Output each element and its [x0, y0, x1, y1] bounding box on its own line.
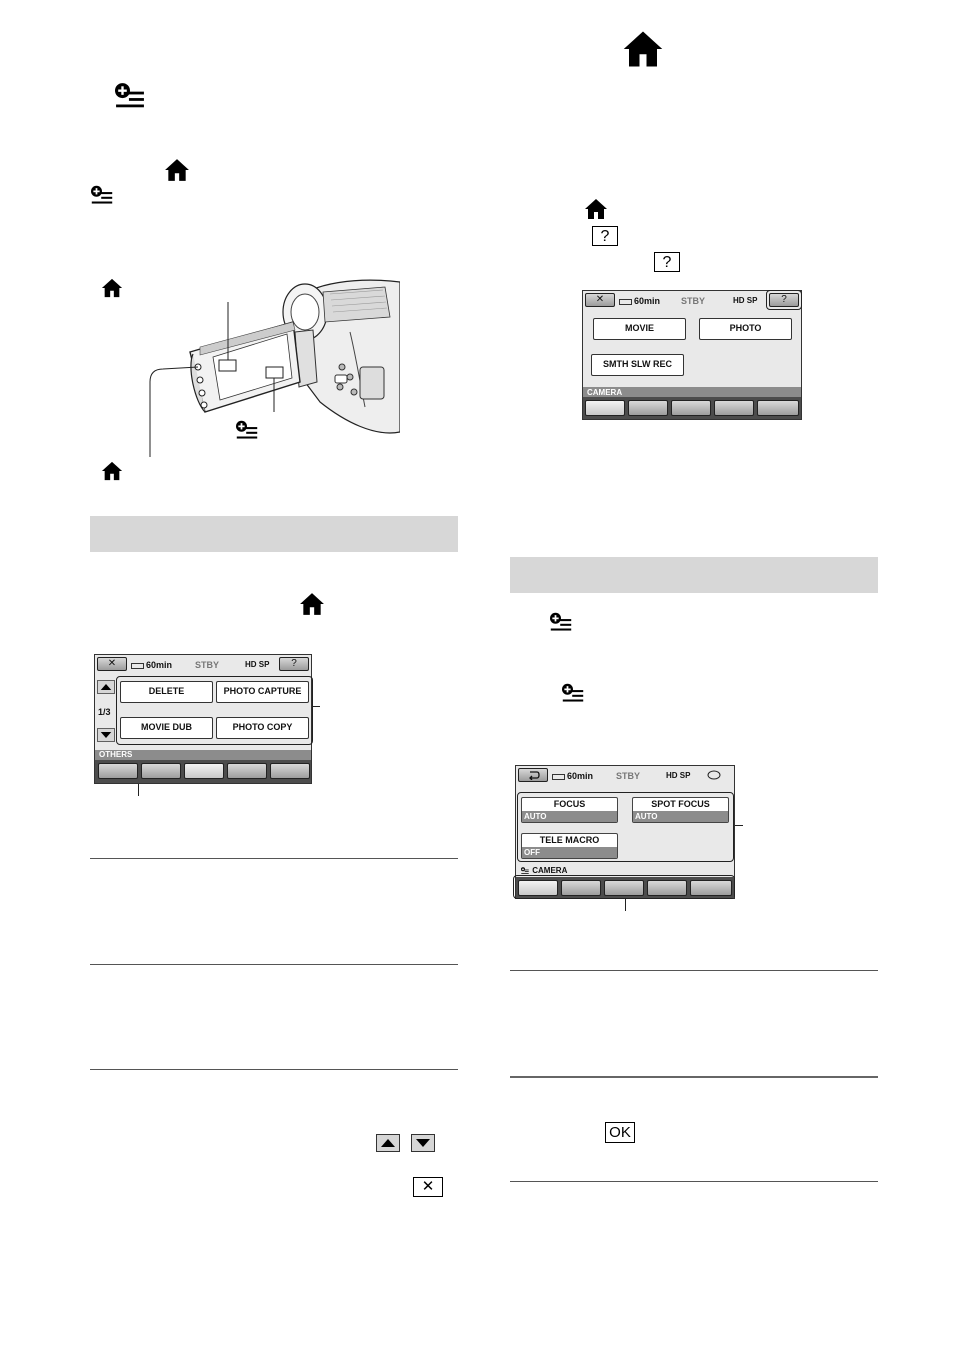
home-menu-screen-camera	[582, 290, 802, 420]
home-icon	[164, 157, 190, 183]
tab-option-2[interactable]	[561, 880, 601, 896]
tab-option-5[interactable]	[690, 880, 732, 896]
divider	[510, 970, 878, 971]
movie-button[interactable]: MOVIE	[593, 318, 686, 340]
category-tabs	[95, 760, 311, 783]
battery-indicator: 60min	[619, 296, 660, 306]
tab-view-images[interactable]	[141, 763, 181, 779]
tab-others[interactable]	[184, 763, 224, 779]
spot-focus-label: SPOT FOCUS	[651, 799, 710, 809]
category-tabs	[583, 397, 801, 419]
spot-focus-setting[interactable]	[632, 797, 729, 823]
smth-slw-rec-button[interactable]: SMTH SLW REC	[591, 354, 684, 376]
quality-indicator: HD SP	[733, 296, 758, 305]
divider	[90, 1069, 458, 1070]
close-icon: ✕	[413, 1177, 443, 1197]
up-arrow-icon	[376, 1134, 400, 1152]
home-icon	[100, 460, 124, 482]
stby-indicator: STBY	[195, 660, 220, 670]
close-button[interactable]: ✕	[585, 293, 615, 307]
spot-focus-value: AUTO	[633, 811, 728, 822]
tab-manage-media[interactable]	[227, 763, 267, 779]
tab-camera[interactable]	[98, 763, 138, 779]
option-category-label: CAMERA	[520, 866, 567, 875]
tab-view-images[interactable]	[628, 400, 668, 416]
battery-icon	[552, 774, 565, 780]
option-icon	[233, 420, 261, 442]
delete-button[interactable]: DELETE	[120, 681, 213, 703]
help-button[interactable]: ?	[769, 293, 799, 307]
stby-indicator: STBY	[616, 771, 641, 781]
section-heading-bar	[90, 516, 458, 552]
tele-macro-label: TELE MACRO	[539, 835, 600, 845]
option-icon	[89, 185, 115, 207]
home-icon	[622, 28, 664, 70]
battery-indicator: 60min	[131, 660, 172, 670]
home-icon	[299, 591, 325, 617]
option-icon	[560, 683, 586, 705]
movie-dub-button[interactable]: MOVIE DUB	[120, 717, 213, 739]
tab-camera[interactable]	[585, 400, 625, 416]
battery-indicator: 60min	[552, 771, 593, 781]
home-menu-screen-others	[94, 654, 312, 784]
tab-option-4[interactable]	[647, 880, 687, 896]
option-icon	[548, 612, 574, 634]
focus-label: FOCUS	[553, 799, 586, 809]
option-icon	[520, 867, 530, 875]
return-button[interactable]	[518, 768, 548, 782]
quality-indicator: HD SP	[666, 771, 691, 780]
category-label: CAMERA	[583, 387, 801, 398]
battery-icon	[619, 299, 632, 305]
tele-macro-setting[interactable]	[521, 833, 618, 859]
callout-line	[625, 899, 626, 911]
divider	[510, 1076, 878, 1078]
divider	[90, 964, 458, 965]
tab-others[interactable]	[671, 400, 711, 416]
callout-line	[312, 706, 320, 707]
scroll-up-button[interactable]	[97, 678, 115, 696]
tab-option-3[interactable]	[604, 880, 644, 896]
focus-value: AUTO	[522, 811, 617, 822]
scroll-down-button[interactable]	[97, 726, 115, 744]
help-icon: ?	[654, 252, 680, 272]
callout-line	[138, 784, 139, 796]
photo-button[interactable]: PHOTO	[699, 318, 792, 340]
down-arrow-icon	[411, 1134, 435, 1152]
section-heading-bar	[510, 557, 878, 593]
stby-indicator: STBY	[681, 296, 706, 306]
return-icon	[528, 771, 540, 780]
tab-settings[interactable]	[270, 763, 310, 779]
divider	[510, 1181, 878, 1182]
media-icon	[707, 770, 721, 780]
tele-macro-value: OFF	[522, 847, 617, 858]
help-icon: ?	[592, 226, 618, 246]
option-tabs	[516, 877, 734, 898]
home-icon	[100, 277, 124, 299]
ok-icon: OK	[605, 1122, 635, 1143]
camcorder-illustration	[145, 272, 400, 462]
page-indicator: 1/3	[98, 707, 111, 717]
help-button[interactable]: ?	[279, 657, 309, 671]
tab-settings[interactable]	[757, 400, 799, 416]
photo-copy-button[interactable]: PHOTO COPY	[216, 717, 309, 739]
category-label: OTHERS	[95, 750, 311, 760]
divider	[90, 858, 458, 859]
option-icon	[109, 82, 151, 112]
callout-line	[735, 825, 743, 826]
tab-option-1[interactable]	[518, 880, 558, 896]
tab-manage-media[interactable]	[714, 400, 754, 416]
home-icon	[583, 197, 609, 221]
quality-indicator: HD SP	[245, 660, 270, 669]
option-menu-screen	[515, 765, 735, 899]
focus-setting[interactable]	[521, 797, 618, 823]
battery-icon	[131, 663, 144, 669]
photo-capture-button[interactable]: PHOTO CAPTURE	[216, 681, 309, 703]
close-button[interactable]: ✕	[97, 657, 127, 671]
